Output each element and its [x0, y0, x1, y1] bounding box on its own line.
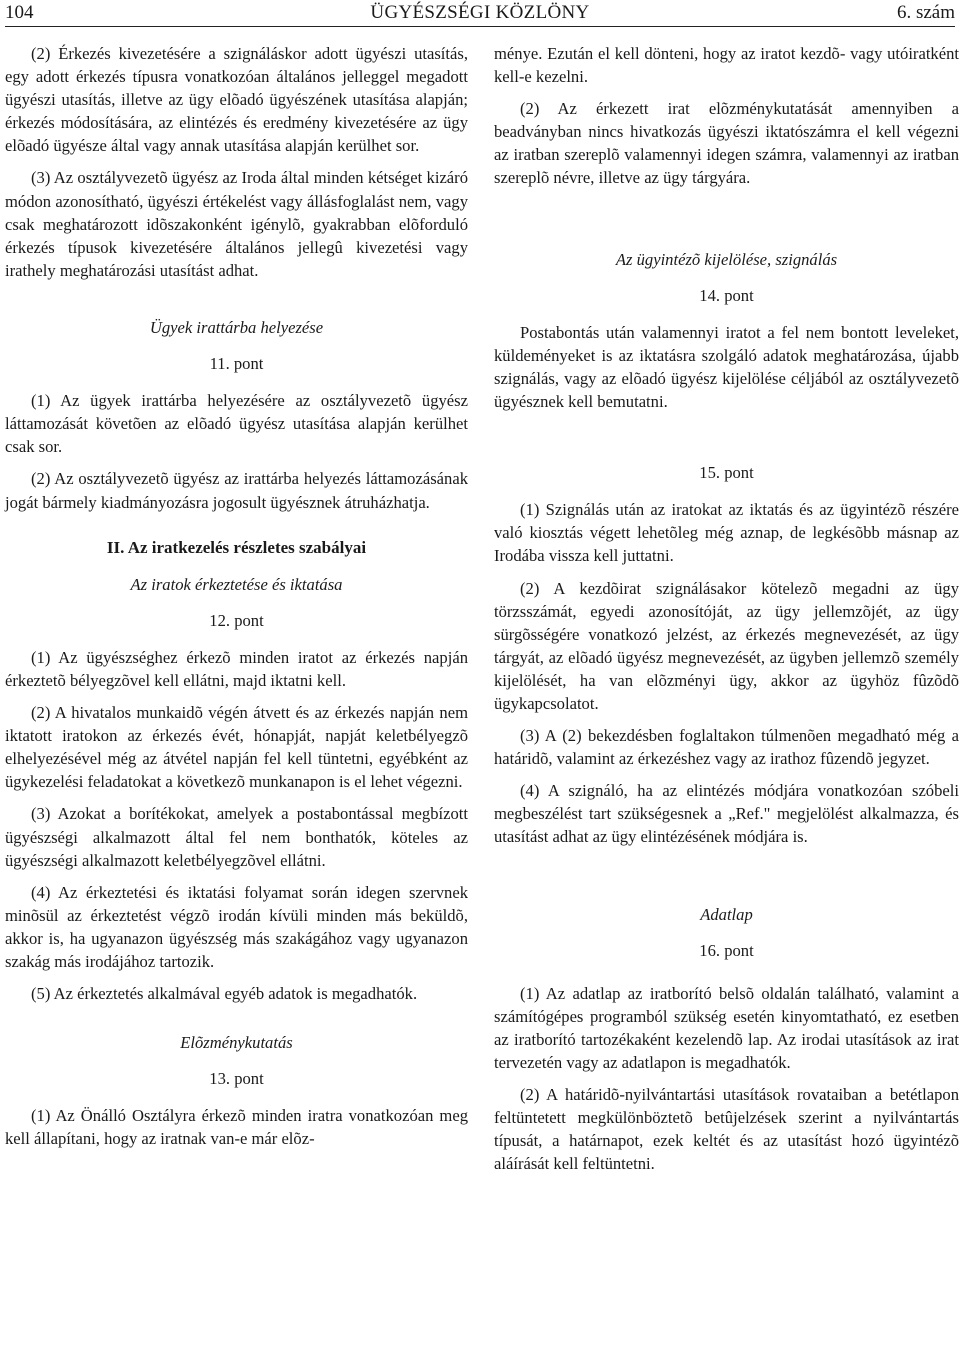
issue-number: 6. szám: [896, 2, 955, 23]
point-number: 12. pont: [209, 610, 264, 630]
paragraph: (2) Az érkezett irat elõzménykutatását amennyiben a beadványban nincs hivatkozás ügyészi iktatószámra el kell végezni az iratban szereplõ valamennyi idegen számra, valamennyi az iratban szereplõ névre, illetve az ügy tárgyára.: [494, 99, 959, 188]
paragraph: Postabontás után valamennyi iratot a fel nem bontott leveleket, küldeményeket is az iktatásra szolgáló adatok meghatározása, újabb szignálás, vagy az elõadó ügyész kijelölése céljából az osztályvezetõ ügyésznek kell bemutatni.: [494, 322, 959, 412]
paragraph: (4) Az érkeztetési és iktatási folyamat során idegen szervnek minõsül az érkeztetést végzõ irodán kívüli minden más beküldõ, akkor is, ha ugyanazon ügyészség más szakágához vagy ugyanazon szakág más irodájához tartozik.: [5, 882, 468, 971]
point-number: 14. pont: [699, 285, 754, 305]
right-column: [494, 42, 959, 1184]
paragraph: (4) A szignáló, ha az elintézés módjára vonatkozóan szóbeli megbeszélést tart szükségesnek a „Ref." megjelölést alkalmazza, és utasítást adhat az ügy elintézésének módjára is.: [494, 781, 959, 847]
paragraph: (1) Az Önálló Osztályra érkezõ minden iratra vonatkozóan meg kell állapítani, hogy az iratnak van-e már elõz-: [5, 1106, 468, 1149]
paragraph: (2) Az osztályvezetõ ügyész az irattárba helyezés láttamozásának jogát bármely kiadmányozásra jogosult ügyésznek átruházhatja.: [5, 469, 468, 512]
publication-title: ÜGYÉSZSÉGI KÖZLÖNY: [370, 2, 590, 23]
section-subtitle: Adatlap: [700, 904, 753, 924]
paragraph: (3) A (2) bekezdésben foglaltakon túlmenõen megadható még a határidõ, valamint az érkezéshez vagy az irathoz fûzendõ jegyzet.: [494, 726, 959, 769]
paragraph: (2) A hivatalos munkaidõ végén átvett és az érkezés napján nem iktatott iratokon az érkezés évét, hónapját, napját keletbélyegzõ elhelyezésével még az átvétel napján fel kell tüntetni, egyébként az ügykezelési feladatokat a következõ munkanapon is el lehet végezni.: [5, 703, 468, 792]
paragraph: (1) Szignálás után az iratokat az iktatás és az ügyintézõ részére való kiosztás végett lehetõleg még aznap, de legkésõbb másnap az Irodába vissza kell juttatni.: [494, 500, 959, 566]
paragraph: (3) Az osztályvezetõ ügyész az Iroda által minden kétséget kizáró módon azonosítható, ügyészi értékelést vagy állásfoglalást nem, vagy csak meghatározott idõszakonként igénylõ, gyakrabban elõforduló érkezés típusok kivezetésére általános jellegû kivezetési vagy irathely meghatározási utasítást adhat.: [5, 168, 468, 280]
point-number: 15. pont: [699, 463, 754, 483]
point-number: 16. pont: [699, 940, 754, 960]
section-subtitle: Az ügyintézõ kijelölése, szignálás: [615, 249, 838, 269]
paragraph: (3) Azokat a borítékokat, amelyek a postabontással megbízott ügyészségi alkalmazott által fel nem bonthatók, köteles az ügyészségi alkalmazott keletbélyegzõvel ellátni.: [5, 804, 468, 870]
paragraph: (2) Érkezés kivezetésére a szignáláskor adott ügyészi utasítás, egy adott érkezés típusra vonatkozóan általános jelleggel megadott ügyészi utasítás, illetve az ügy elõadó ügyészének utasítása alapján; érkezés módosítására, az elintézés és eredmény kivezetésére az ügy elõadó ügyésze által vagy annak utasítása alapján kerülhet sor.: [5, 44, 468, 156]
section-subtitle: Az iratok érkeztetése és iktatása: [130, 574, 343, 594]
left-column: [5, 42, 468, 1160]
paragraph: (1) Az ügyek irattárba helyezésére az osztályvezetõ ügyész láttamozását követõen az elõadó ügyész utasítása alapján kerülhet csak sor.: [5, 391, 468, 457]
section-subtitle: Elõzménykutatás: [180, 1033, 293, 1053]
paragraph: (1) Az adatlap az iratborító belsõ oldalán található, valamint a számítógépes programból szükség esetén kinyomtatható, ez esetben az iratborító tartozékaként kezelendõ lap. Az irodai utasítások az irat tervezetén vagy az adatlapon is megadhatók.: [494, 983, 959, 1072]
section-subtitle: Ügyek irattárba helyezése: [149, 317, 324, 337]
point-number: 13. pont: [209, 1069, 264, 1089]
point-number: 11. pont: [209, 354, 264, 374]
paragraph: (5) Az érkeztetés alkalmával egyéb adatok is megadhatók.: [31, 984, 418, 1004]
paragraph: (2) A kezdõirat szignálásakor kötelezõ megadni az ügy törzsszámát, egyedi azonosítóját, az ügy jellemzõjét, az ügy sürgõsségére vonatkozó jelzést, az érkezés megnevezését, az ügy tárgyát, az elõadó ügyész megnevezését, az ügyben jellemzõ személy kijelölését, ha van elõzményi ügy, akkor az ügyhöz fûzõdõ ügykapcsolatot.: [494, 578, 959, 713]
paragraph: (1) Az ügyészséghez érkezõ minden iratot az érkezés napján érkeztetõ bélyegzõvel kell ellátni, majd iktatni kell.: [5, 647, 468, 690]
page-number: 104: [5, 2, 34, 23]
paragraph: (2) A határidõ-nyilvántartási utasítások rovataiban a betétlapon feltüntetett megkülönböztetõ betûjelzések szerint a nyilvántartás típusát, a határnapot, ezek keltét és az utasítást hozó ügyintézõ aláírását kell feltüntetni.: [494, 1085, 959, 1174]
page-header: [5, 0, 955, 27]
paragraph-continued: ménye. Ezután el kell dönteni, hogy az iratot kezdõ- vagy utóiratként kell-e kezelni.: [494, 44, 959, 87]
chapter-heading: II. Az iratkezelés részletes szabályai: [106, 537, 367, 557]
